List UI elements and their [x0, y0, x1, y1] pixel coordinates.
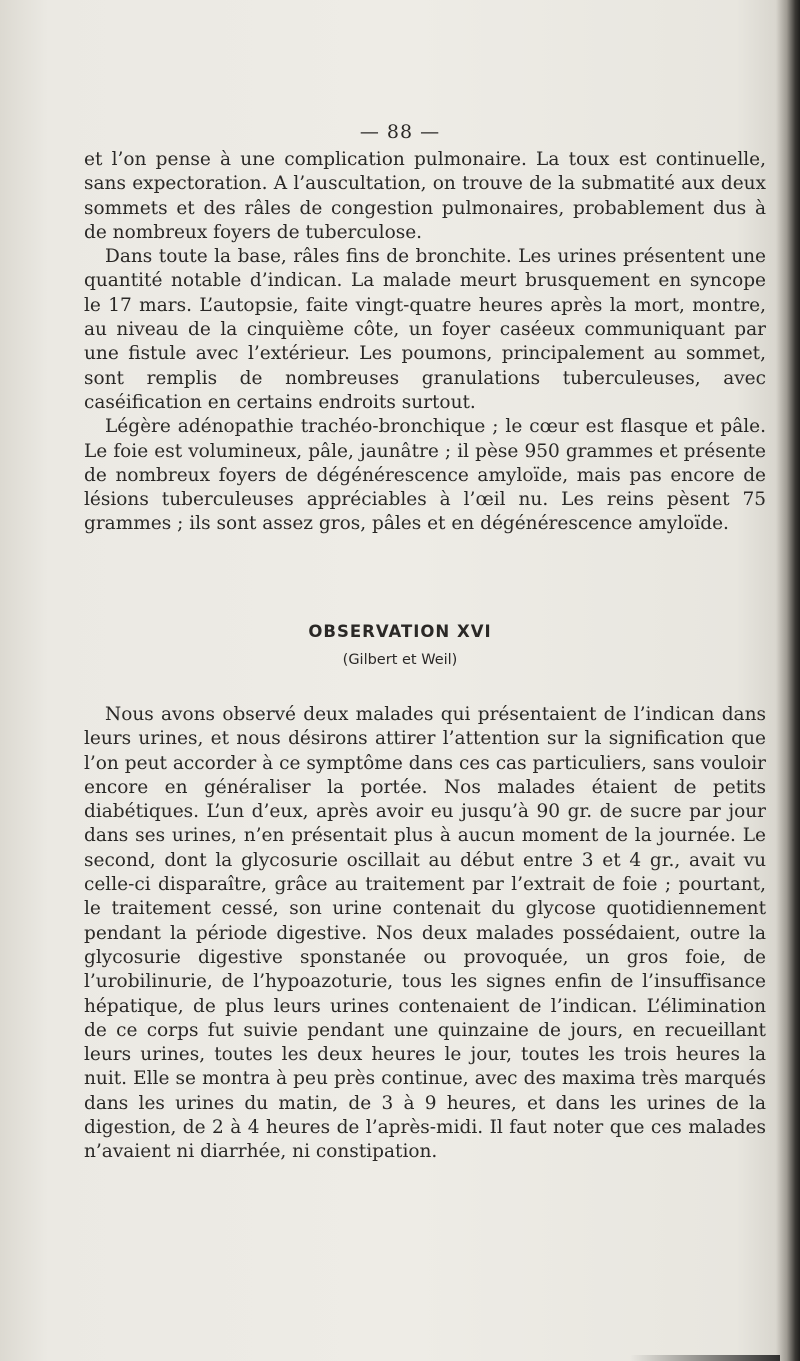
page-binding-edge [776, 0, 800, 1361]
bottom-text-block [84, 703, 766, 1165]
paragraph-organ-findings: Légère adénopathie trachéo-bronchique ; le cœur est flasque et pâle. Le foie est volumineux, pâle, jaunâtre ; il pèse 950 grammes et présente de nombreux foyers de dégénérescence amyloïde, mais pas encore de lésions tuberculeuses appréciables à l’œil nu. Les reins pèsent 75 grammes ; ils sont assez gros, pâles et en dégénérescence amyloïde. [84, 416, 766, 535]
observation-authors: (Gilbert et Weil) [342, 652, 458, 668]
paragraph-observation-body: Nous avons observé deux malades qui présentaient de l’indican dans leurs urines, et nous désirons attirer l’attention sur la signification que l’on peut accorder à ce symptôme dans ces cas particuliers, sans vouloir encore en généraliser la portée. Nos malades étaient de petits diabétiques. L’un d’eux, après avoir eu jusqu’à 90 gr. de sucre par jour dans ses urines, n’en présentait plus à aucun moment de la journée. Le second, dont la glycosurie oscillait au début entre 3 et 4 gr., avait vu celle-ci disparaître, grâce au traitement par l’extrait de foie ; pourtant, le traitement cessé, son urine contenait du glycose quotidiennement pendant la période digestive. Nos deux malades possédaient, outre la glycosurie digestive sponstanée ou provoquée, un gros foie, de l’urobilinurie, de l’hypoazoturie, tous les signes enfin de l’insuffisance hépatique, de plus leurs urines contenaient de l’indican. L’élimination de ce corps fut suivie pendant une quinzaine de jours, en recueillant leurs urines, toutes les deux heures le jour, toutes les trois heures la nuit. Elle se montra à peu près continue, avec des maxima très marqués dans les urines du matin, de 3 à 9 heures, et dans les urines de la digestion, de 2 à 4 heures de l’après-midi. Il faut noter que ces malades n’avaient ni diarrhée, ni constipation. [84, 704, 766, 1163]
page-number: — 88 — [359, 121, 441, 143]
page-corner-shadow [630, 1355, 780, 1361]
observation-title: OBSERVATION XVI [308, 622, 492, 641]
paragraph-autopsy: Dans toute la base, râles fins de bronchite. Les urines présentent une quantité notable d’indican. La malade meurt brusquement en syncope le 17 mars. L’autopsie, faite vingt-quatre heures après la mort, montre, au niveau de la cinquième côte, un foyer caséeux communiquant par une fistule avec l’extérieur. Les poumons, principalement au sommet, sont remplis de nombreuses granulations tuberculeuses, avec caséification en certains endroits surtout. [84, 246, 766, 413]
paragraph-clinical-course: et l’on pense à une complication pulmonaire. La toux est continuelle, sans expectoration. A l’auscultation, on trouve de la submatité aux deux sommets et des râles de congestion pulmonaires, probablement dus à de nombreux foyers de tuberculose. [84, 149, 766, 243]
top-text-block [84, 148, 766, 537]
